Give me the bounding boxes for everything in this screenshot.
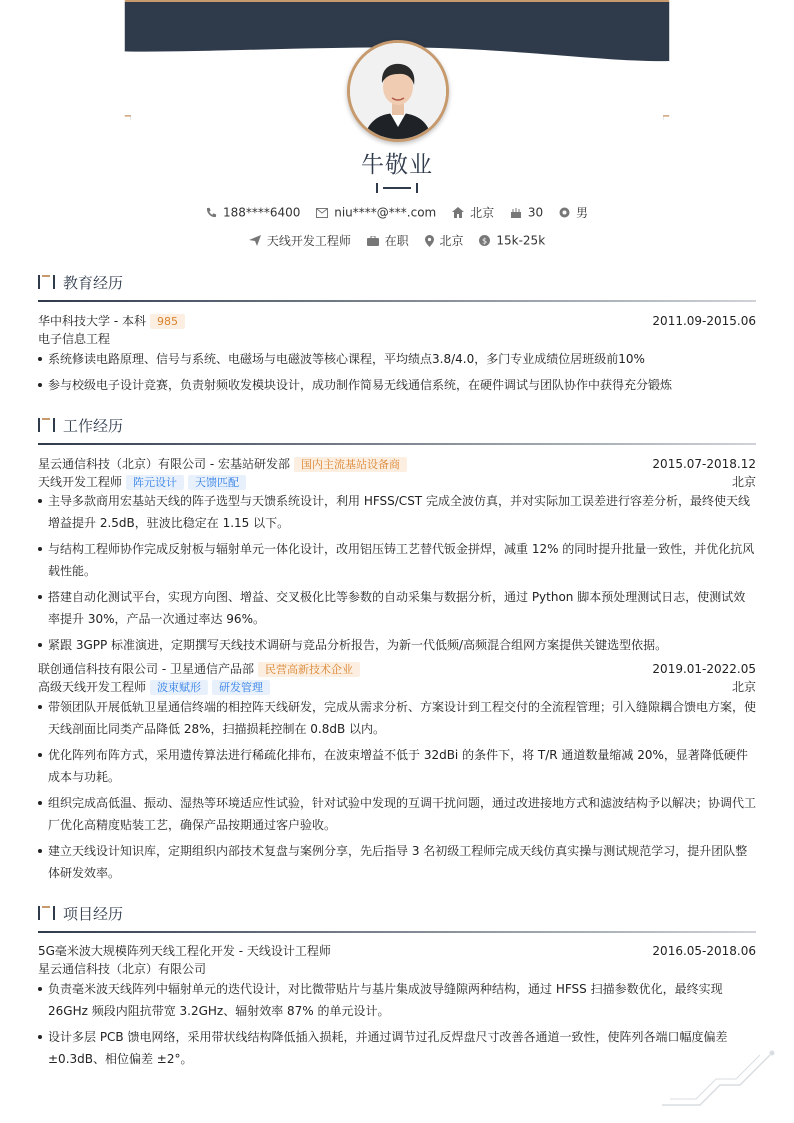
project-org: 星云通信科技（北京）有限公司 (38, 962, 207, 976)
briefcase-icon (367, 236, 379, 246)
list-item: 系统修读电路原理、信号与系统、电磁场与电磁波等核心课程，平均绩点3.8/4.0，多门专业成绩位居班级前10% (38, 348, 756, 370)
company-tag: 国内主流基站设备商 (294, 457, 407, 472)
school-name: 华中科技大学 - 本科 (38, 314, 146, 328)
corner-decoration (660, 1049, 780, 1109)
list-item: 参与校级电子设计竞赛，负责射频收发模块设计，成功制作简易无线通信系统，在硬件调试与团队协作中获得充分锻炼 (38, 374, 756, 396)
phone-icon (206, 207, 217, 218)
list-item: 紧跟 3GPP 标准演进，定期撰写天线技术调研与竞品分析报告，为新一代低频/高频混合组网方案提供关键选型依据。 (38, 634, 756, 656)
section-title: 教育经历 (63, 274, 124, 292)
education-header (38, 312, 756, 330)
job-header (38, 455, 756, 473)
target-city-text: 北京 (439, 234, 464, 248)
job-intent-row (0, 232, 794, 249)
home-icon (452, 207, 464, 218)
section-rule (38, 931, 756, 933)
phone-text: 188****6400 (222, 205, 301, 220)
job-role-row (38, 473, 756, 491)
project-header (38, 942, 756, 960)
education-major (38, 330, 756, 348)
project-name: 5G毫米波大规模阵列天线工程化开发 - 天线设计工程师 (38, 944, 331, 958)
role-tag: 阵元设计 (126, 475, 184, 490)
age-text: 30 (527, 205, 544, 220)
role-tag: 波束赋形 (150, 680, 208, 695)
svg-text:$: $ (482, 236, 488, 246)
section-title: 工作经历 (63, 417, 124, 435)
section-rule (38, 443, 756, 445)
job-header (38, 660, 756, 678)
section-marker-icon (38, 418, 56, 432)
list-item: 建立天线设计知识库，定期组织内部技术复盘与案例分享，先后指导 3 名初级工程师完成天线仿真实操与测试规范学习，提升团队整体研发效率。 (38, 840, 756, 884)
list-item: 搭建自动化测试平台，实现方向图、增益、交叉极化比等参数的自动采集与数据分析，通过 Python 脚本预处理测试日志，使测试效率提升 30%，产品一次通过率达 96%。 (38, 586, 756, 630)
location-pin-icon (425, 235, 434, 247)
section-projects (38, 903, 756, 927)
job-location: 北京 (731, 475, 756, 489)
school-badge: 985 (150, 314, 185, 329)
company-tag: 民营高新技术企业 (258, 662, 360, 677)
section-work (38, 415, 756, 439)
salary-text: 15k-25k (496, 233, 546, 248)
name-divider (374, 182, 420, 194)
section-marker-icon (38, 275, 56, 289)
list-item: 带领团队开展低轨卫星通信终端的相控阵天线研发，完成从需求分析、方案设计到工程交付的全流程管理；引入缝隙耦合馈电方案，使天线剖面比同类产品降低 28%，扫描损耗控制在 0.8dB 以内。 (38, 696, 756, 740)
list-item: 负责毫米波天线阵列中辐射单元的迭代设计，对比微带贴片与基片集成波导缝隙两种结构，通过 HFSS 扫描参数优化，最终实现 26GHz 频段内阻抗带宽 3.2GHz、辐射效率 87% 的单元设计。 (38, 978, 756, 1022)
list-item: 设计多层 PCB 馈电网络，采用带状线结构降低插入损耗，并通过调节过孔反焊盘尺寸改善各通道一致性，使阵列各端口幅度偏差 ±0.3dB、相位偏差 ±2°。 (38, 1026, 756, 1070)
list-item: 与结构工程师协作完成反射板与辐射单元一体化设计，改用铝压铸工艺替代钣金拼焊，减重 12% 的同时提升批量一致性，并优化抗风载性能。 (38, 538, 756, 582)
list-item: 主导多款商用宏基站天线的阵子选型与天馈系统设计，利用 HFSS/CST 完成全波仿真，并对实际加工误差进行容差分析，最终使天线增益提升 2.5dB，驻波比稳定在 1.15 以下。 (38, 490, 756, 534)
section-education (38, 272, 756, 296)
email-text: niu****@***.com (334, 205, 437, 220)
list-item: 优化阵列布阵方式，采用遗传算法进行稀疏化排布，在波束增益不低于 32dBi 的条件下，将 T/R 通道数量缩减 20%，显著降低硬件成本与功耗。 (38, 744, 756, 788)
contact-row (0, 204, 794, 221)
send-icon (249, 235, 261, 246)
education-dates: 2011.09-2015.06 (652, 314, 756, 328)
role-tag: 研发管理 (212, 680, 270, 695)
job-role: 天线开发工程师 (38, 475, 123, 489)
company-name: 星云通信科技（北京）有限公司 - 宏基站研发部 (38, 457, 290, 471)
status-text: 在职 (384, 234, 409, 248)
city-text: 北京 (470, 206, 495, 220)
section-marker-icon (38, 906, 56, 920)
avatar (347, 40, 449, 142)
job-target-text: 天线开发工程师 (266, 234, 351, 248)
gender-text: 男 (576, 206, 589, 220)
cake-icon (510, 207, 522, 218)
role-tag: 天馈匹配 (188, 475, 246, 490)
job-dates: 2019.01-2022.05 (652, 662, 756, 676)
project-dates: 2016.05-2018.06 (652, 944, 756, 958)
gender-icon (559, 207, 570, 218)
job-role-row (38, 678, 756, 696)
list-item: 组织完成高低温、振动、湿热等环境适应性试验，针对试验中发现的互调干扰问题，通过改进接地方式和滤波结构予以解决；协调代工厂优化高精度贴装工艺，确保产品按期通过客户验收。 (38, 792, 756, 836)
company-name: 联创通信科技有限公司 - 卫星通信产品部 (38, 662, 254, 676)
mail-icon (316, 208, 328, 218)
job-location: 北京 (731, 680, 756, 694)
job-dates: 2015.07-2018.12 (652, 457, 756, 471)
job-role: 高级天线开发工程师 (38, 680, 147, 694)
section-rule (38, 300, 756, 302)
section-title: 项目经历 (63, 905, 124, 923)
salary-icon (479, 235, 490, 246)
candidate-name: 牛敬业 (361, 152, 433, 178)
major-text: 电子信息工程 (38, 332, 111, 346)
project-org-row (38, 960, 756, 978)
